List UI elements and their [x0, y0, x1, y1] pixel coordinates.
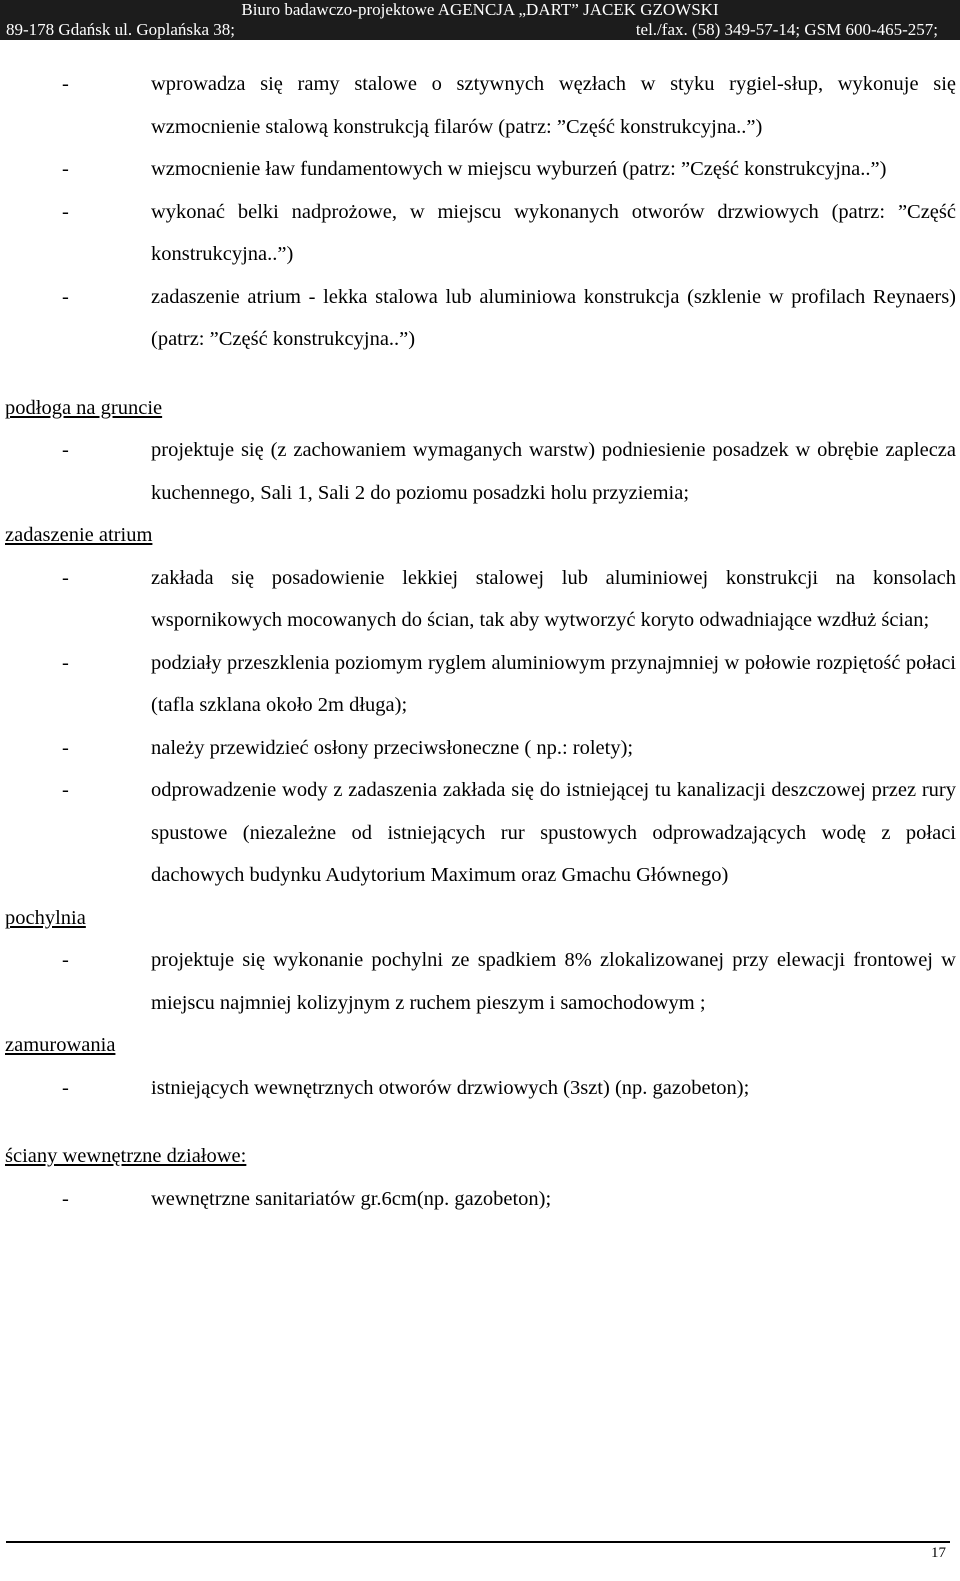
bullet-dash: - — [62, 158, 69, 180]
list-item — [0, 939, 960, 1024]
list-item-text: zakłada się posadowienie lekkiej stalowej lub aluminiowej konstrukcji na konsolach wspornikowych mocowanych do ścian, tak aby wytworzyć koryto odwadniające wzdłuż ścian; — [151, 566, 956, 631]
bullet-dash: - — [62, 285, 69, 308]
bullet-dash: - — [62, 651, 69, 674]
list-item-text: projektuje się (z zachowaniem wymaganych warstw) podniesienie posadzek w obrębie zaplecza kuchennego, Sali 1, Sali 2 do poziomu posadzki holu przyziemia; — [151, 439, 956, 504]
header-company: Biuro badawczo-projektowe AGENCJA „DART” JACEK GZOWSKI — [241, 0, 719, 19]
list-item-text: wykonać belki nadprożowe, w miejscu wykonanych otworów drzwiowych (patrz: ”Część konstrukcyjna..”) — [151, 200, 956, 265]
footer-rule — [6, 1541, 950, 1543]
document-body — [0, 63, 960, 1220]
header-contact: tel./fax. (58) 349-57-14; GSM 600-465-257; — [635, 20, 938, 39]
list-item — [0, 191, 960, 276]
list-item-text: istniejących wewnętrznych otworów drzwiowych (3szt) (np. gazobeton); — [151, 1076, 750, 1099]
page-header — [0, 0, 960, 40]
list-item — [0, 276, 960, 361]
header-address: 89-178 Gdańsk ul. Goplańska 38; — [6, 20, 236, 39]
list-item-text: wzmocnienie ław fundamentowych w miejscu wyburzeń (patrz: ”Część konstrukcyjna..”) — [151, 158, 887, 180]
list-item-text: zadaszenie atrium - lekka stalowa lub aluminiowa konstrukcja (szklenie w profilach Reynaers) (patrz: ”Część konstrukcyjna..”) — [151, 285, 956, 350]
list-item — [0, 63, 960, 148]
bullet-dash: - — [62, 566, 69, 589]
bullet-dash: - — [62, 736, 69, 759]
list-item — [0, 557, 960, 642]
list-item-text: podziały przeszklenia poziomym ryglem aluminiowym przynajmniej w połowie rozpiętość połaci (tafla szklana około 2m długa); — [151, 651, 956, 716]
bullet-dash: - — [62, 200, 69, 223]
list-item — [0, 769, 960, 897]
list-item — [0, 642, 960, 727]
list-item-text: wprowadza się ramy stalowe o sztywnych węzłach w styku rygiel-słup, wykonuje się wzmocnienie stalową konstrukcją filarów (patrz: ”Część konstrukcyjna..”) — [151, 73, 956, 138]
list-item — [0, 1067, 960, 1110]
bullet-dash: - — [62, 439, 69, 461]
list-item — [0, 429, 960, 514]
section-heading-floor: podłoga na gruncie — [5, 396, 163, 419]
list-item-text: odprowadzenie wody z zadaszenia zakłada się do istniejącej tu kanalizacji deszczowej przez rury spustowe (niezależne od istniejących rur spustowych odprowadzających wodę z połaci dachowych budynku Audytorium Maximum oraz Gmachu Głównego) — [151, 779, 956, 886]
bullet-dash: - — [62, 779, 69, 801]
section-heading-partitions: ściany wewnętrzne działowe: — [5, 1145, 247, 1167]
list-item — [0, 148, 960, 191]
section-heading-ramp: pochylnia — [5, 906, 86, 929]
list-item-text: projektuje się wykonanie pochylni ze spadkiem 8% zlokalizowanej przy elewacji frontowej w miejscu najmniej kolizyjnym z ruchem pieszym i samochodowym ; — [151, 949, 956, 1014]
bullet-dash: - — [62, 73, 69, 95]
list-item-text: należy przewidzieć osłony przeciwsłoneczne ( np.: rolety); — [151, 736, 634, 759]
bullet-dash: - — [62, 949, 69, 971]
bullet-dash: - — [62, 1187, 69, 1210]
list-item — [0, 1178, 960, 1221]
list-item — [0, 727, 960, 770]
section-heading-walling: zamurowania — [5, 1034, 116, 1056]
section-heading-atrium: zadaszenie atrium — [5, 524, 153, 546]
list-item-text: wewnętrzne sanitariatów gr.6cm(np. gazobeton); — [151, 1187, 552, 1210]
page-number: 17 — [931, 1545, 946, 1561]
bullet-dash: - — [62, 1076, 69, 1099]
